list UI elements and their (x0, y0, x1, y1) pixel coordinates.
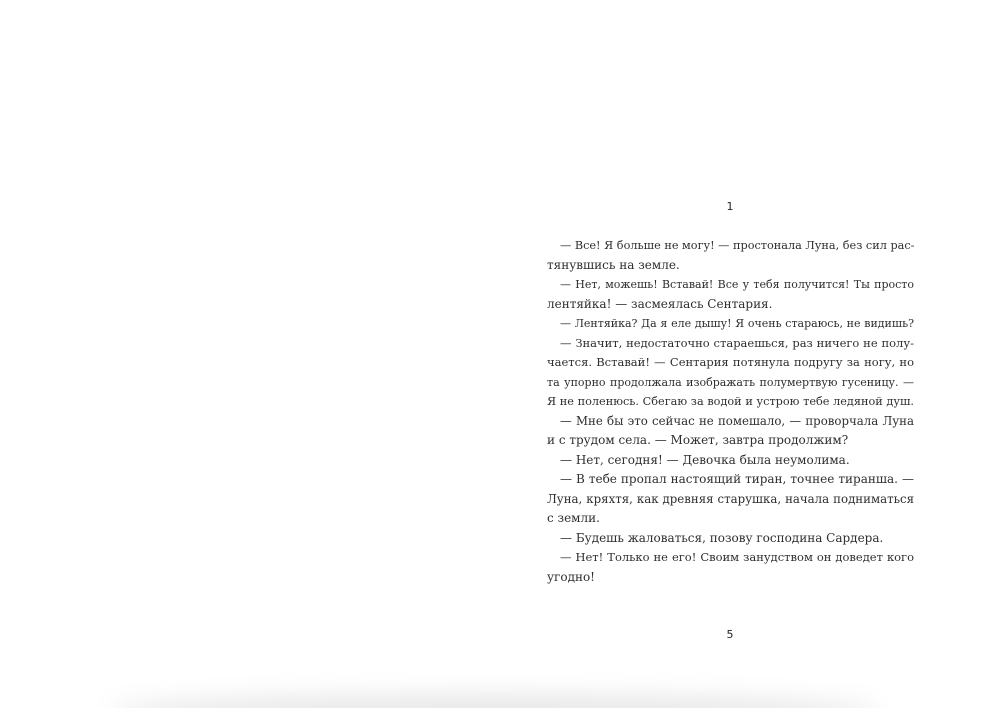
text-line: та упорно продолжала изображать полумертвую гусеницу. — (547, 375, 914, 389)
text-line: — Лентяйка? Да я еле дышу! Я очень стараюсь, не видишь? (560, 317, 914, 330)
text-line: — Нет, сегодня! — Девочка была неумолима. (560, 452, 850, 467)
text-line: — Нет, можешь! Вставай! Все у тебя получится! Ты просто (560, 278, 914, 291)
page-shadow (110, 694, 880, 708)
text-line: лентяйка! — засмеялась Сентария. (547, 296, 773, 311)
text-line: — Нет! Только не его! Своим занудством он доведет кого (560, 550, 914, 564)
text-line: чается. Вставай! — Сентария потянула подругу за ногу, но (547, 355, 914, 369)
page-number: 5 (726, 628, 734, 641)
text-line: — Мне бы это сейчас не помешало, — проворчала Луна (560, 413, 914, 428)
text-line: — Значит, недостаточно стараешься, раз ничего не полу- (560, 335, 914, 350)
text-body (547, 236, 914, 587)
text-line: Луна, кряхтя, как древняя старушка, начала подниматься (547, 491, 914, 506)
text-line: Я не поленюсь. Сбегаю за водой и устрою тебе ледяной душ. (547, 395, 914, 408)
text-line: — Будешь жаловаться, позову господина Сардера. (560, 530, 884, 545)
chapter-number: 1 (726, 200, 734, 213)
text-line: — В тебе пропал настоящий тиран, точнее тиранша. — (560, 472, 914, 486)
text-line: угодно! (547, 569, 596, 584)
text-line: с земли. (547, 511, 600, 525)
text-line: тянувшись на земле. (547, 257, 680, 272)
text-line: — Все! Я больше не могу! — простонала Луна, без сил рас- (560, 239, 915, 252)
text-line: и с трудом села. — Может, завтра продолжим? (547, 433, 849, 447)
